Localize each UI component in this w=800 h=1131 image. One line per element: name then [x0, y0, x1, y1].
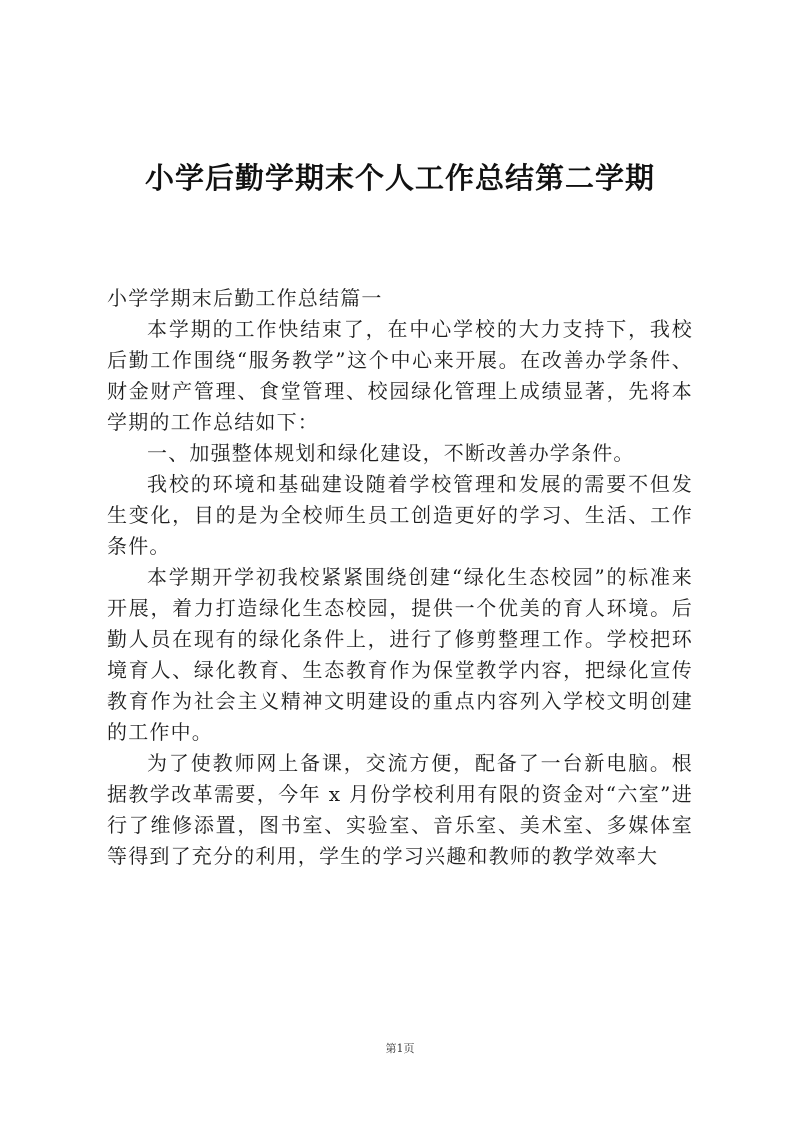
paragraph-equipment: 为了使教师网上备课，交流方便，配备了一台新电脑。根据教学改革需要，今年 x 月份学校利用有限的资金对“六室”进行了维修添置，图书室、实验室、音乐室、美术室、多媒体室等得到了充分的利用，学生的学习兴趣和教师的教学效率大 [107, 751, 693, 868]
paragraph-environment: 我校的环境和基础建设随着学校管理和发展的需要不但发生变化，目的是为全校师生员工创造更好的学习、生活、工作条件。 [107, 472, 693, 558]
section-subheading: 小学学期末后勤工作总结篇一 [107, 286, 383, 310]
paragraph-intro: 本学期的工作快结束了，在中心学校的大力支持下，我校后勤工作围绕“服务教学”这个中心来开展。在改善办学条件、财金财产管理、食堂管理、校园绿化管理上成绩显著，先将本学期的工作总结如下： [107, 317, 693, 434]
paragraph-section-heading: 一、加强整体规划和绿化建设，不断改善办学条件。 [147, 441, 635, 465]
page-number: 第1页 [385, 1042, 415, 1055]
paragraph-greening: 本学期开学初我校紧紧围绕创建“绿化生态校园”的标准来开展，着力打造绿化生态校园，提供一个优美的育人环境。后勤人员在现有的绿化条件上，进行了修剪整理工作。学校把环境育人、绿化教育、生态教育作为保堂教学内容，把绿化宣传教育作为社会主义精神文明建设的重点内容列入学校文明创建的工作中。 [107, 565, 693, 744]
document-title: 小学后勤学期末个人工作总结第二学期 [144, 161, 655, 195]
document-body [107, 283, 693, 872]
